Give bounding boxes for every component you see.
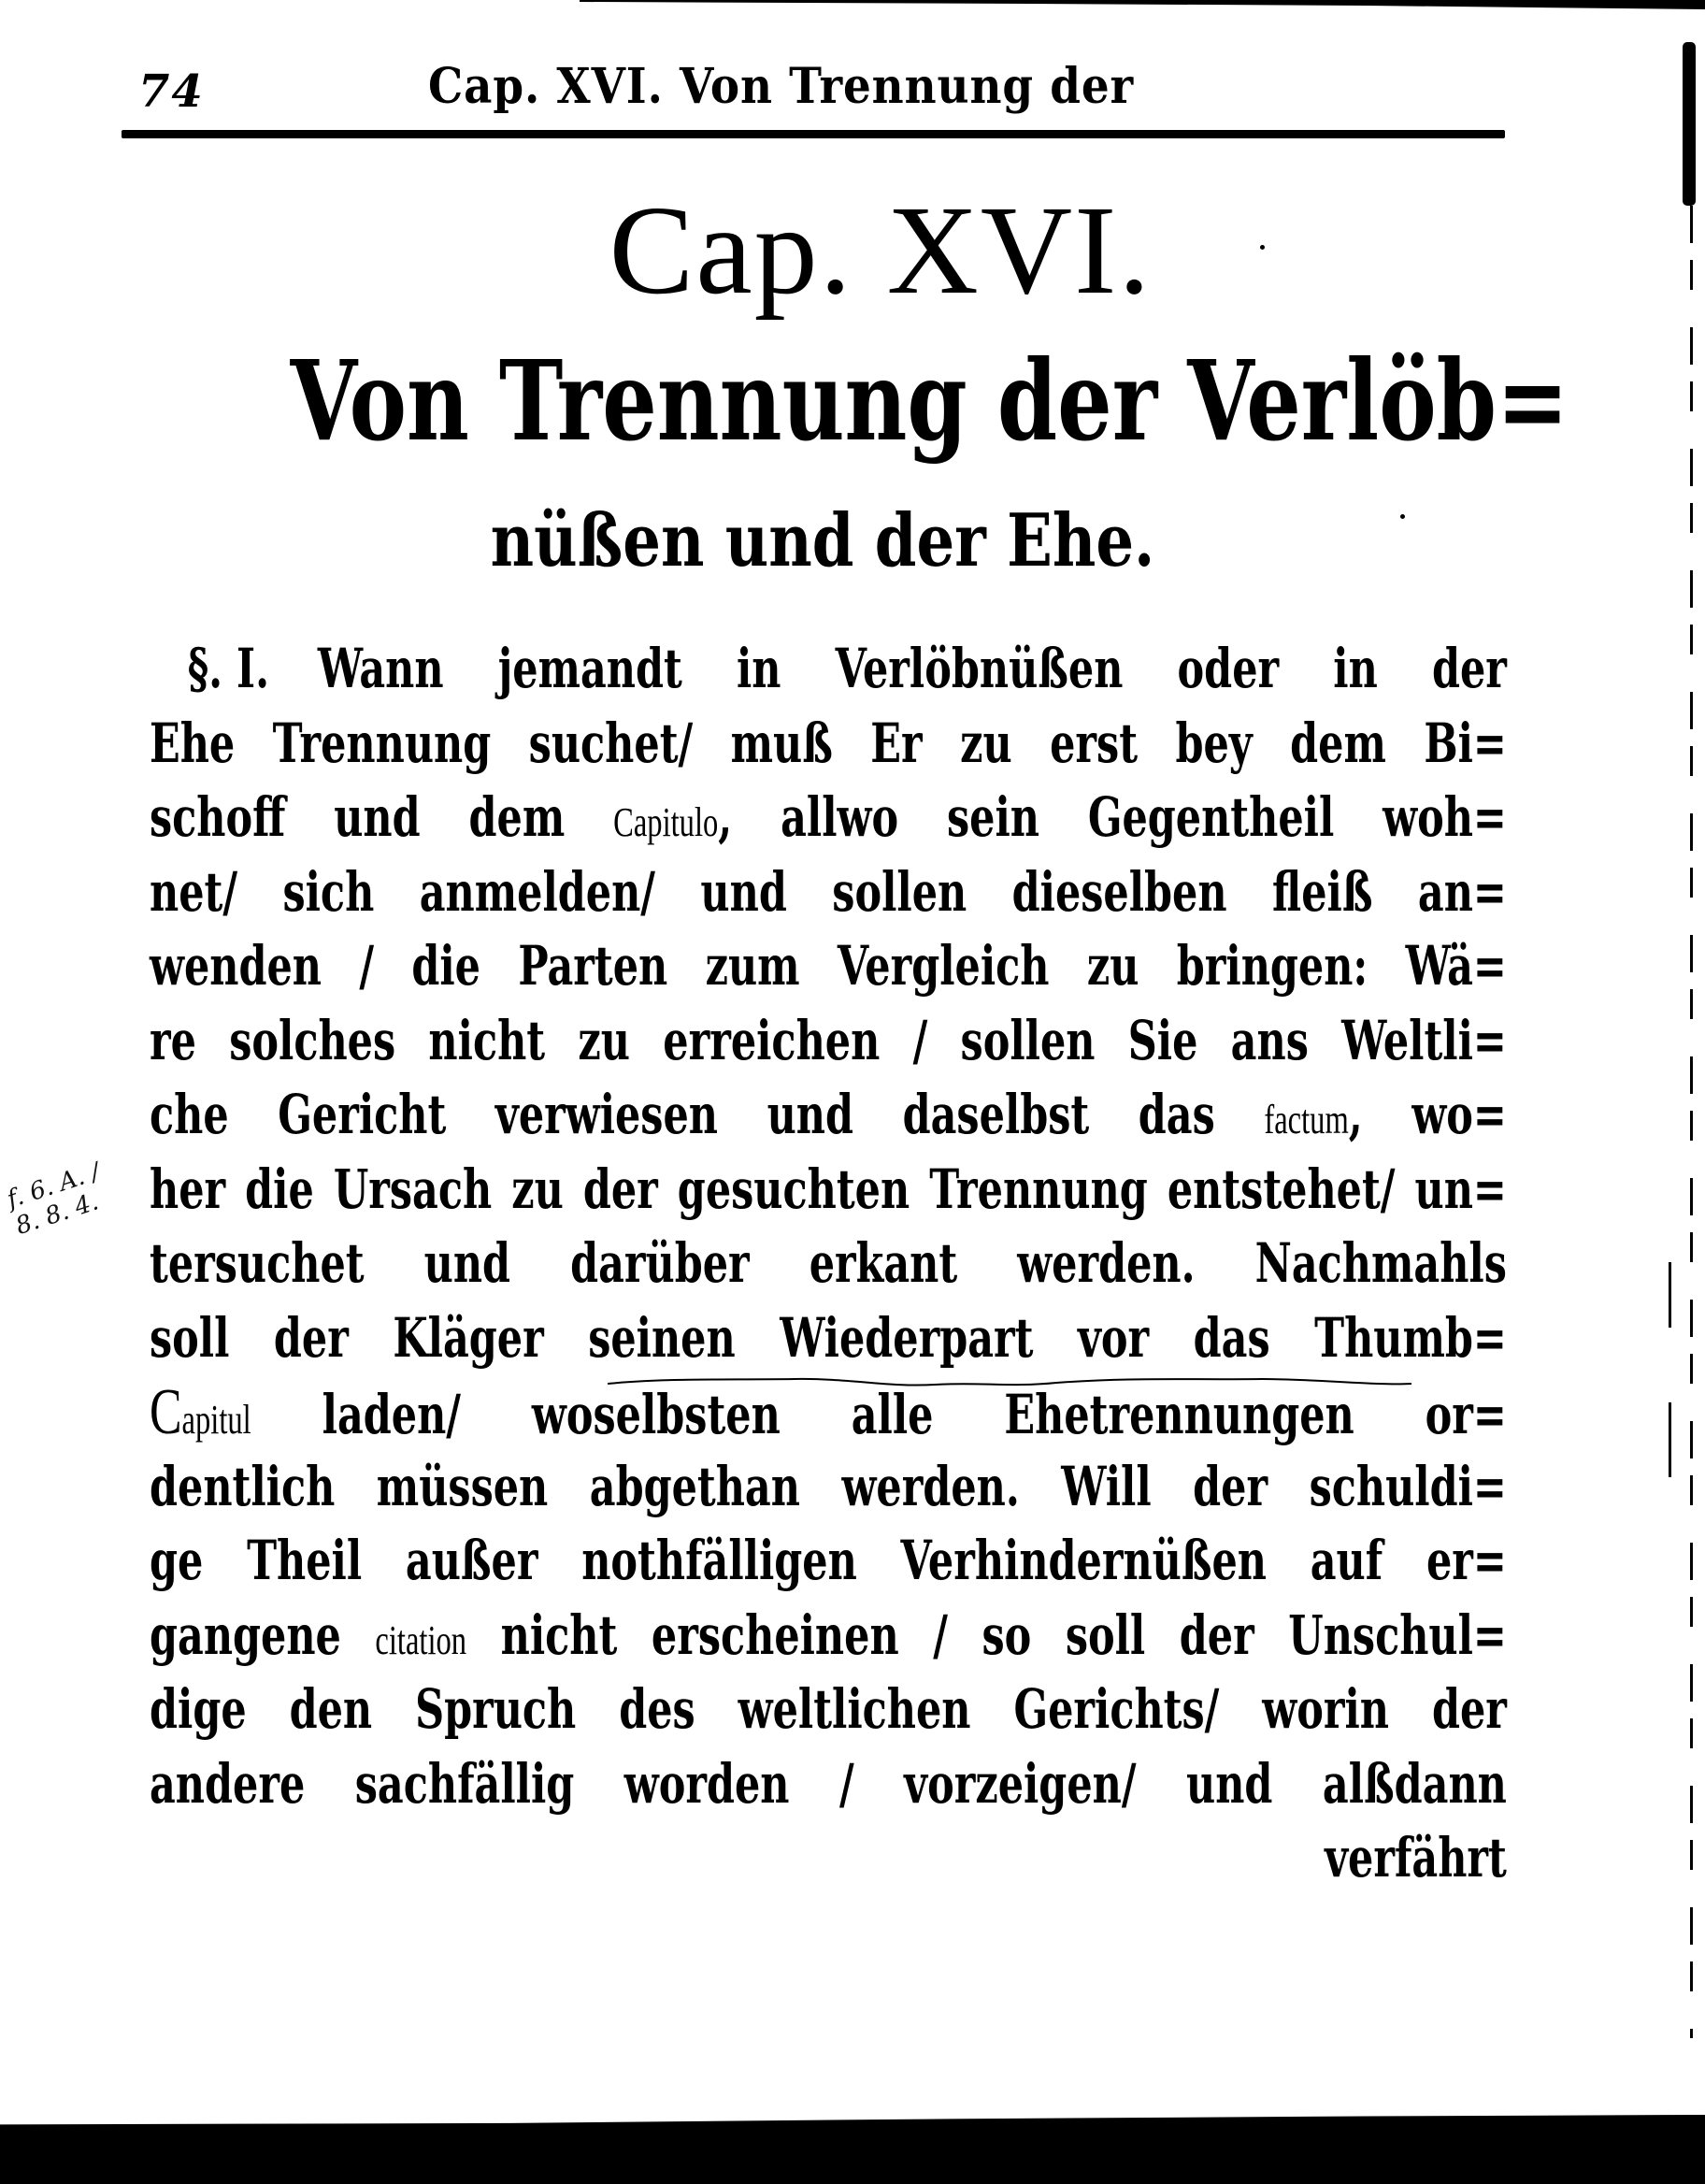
text-line (150, 1450, 1507, 1525)
text-line (150, 1673, 1507, 1747)
running-title: Cap. XVI. Von Trennung der (428, 58, 1135, 115)
text-line (150, 632, 1507, 707)
scan-speck (1260, 245, 1265, 250)
text-line (150, 1747, 1507, 1822)
line-text: ge Theil außer nothfälligen Verhindernüßen auf er= (150, 1529, 1507, 1592)
section-mark: §. I. (187, 637, 270, 700)
line-text: Wann jemandt in Verlöbnüßen oder in der (317, 637, 1507, 700)
scan-speck (1400, 514, 1405, 519)
chapter-number: Cap. XVI. (609, 180, 1153, 321)
latin-term: factum (1264, 1097, 1349, 1142)
line-text: net/ sich anmelden/ und sollen dieselben fleiß an= (150, 859, 1507, 924)
text-line (150, 707, 1507, 782)
latin-initial: C (150, 1376, 182, 1448)
header-rule (122, 130, 1505, 138)
text-line (150, 1153, 1507, 1228)
text-line (150, 855, 1507, 930)
line-text: schoff und dem (150, 785, 566, 849)
line-text: , wo= (1348, 1083, 1507, 1146)
text-line (150, 1004, 1507, 1079)
catchword-line (150, 1821, 1507, 1896)
line-text: tersuchet und darüber erkant werden. Nachmahls (150, 1231, 1507, 1295)
text-line (150, 1524, 1507, 1599)
latin-term: citation (375, 1616, 467, 1663)
page-number: 74 (138, 65, 205, 118)
text-line (150, 1375, 1507, 1450)
line-text: her die Ursach zu der gesuchten Trennung entstehet/ un= (150, 1157, 1507, 1221)
line-text: soll der Kläger seinen Wiederpart vor das Thumb= (150, 1305, 1507, 1370)
line-text: laden/ woselbsten alle Ehetrennungen or= (322, 1383, 1507, 1446)
line-text: dige den Spruch des weltlichen Gerichts/ worin der (150, 1677, 1507, 1741)
scan-border-right-line (1690, 206, 1693, 2038)
scan-border-bottom (0, 2115, 1705, 2184)
catchword: verfährt (1325, 1826, 1507, 1889)
chapter-title-line-1: Von Trennung der Verlöb= (290, 336, 1569, 466)
line-text: , allwo sein Gegentheil woh= (718, 785, 1507, 849)
text-line (150, 1227, 1507, 1301)
latin-term (150, 1376, 251, 1448)
latin-rest: apitul (181, 1397, 251, 1443)
text-line (150, 1301, 1507, 1376)
latin-term: Capitulo (613, 799, 719, 845)
text-line (150, 781, 1507, 855)
line-text: Ehe Trennung suchet/ muß Er zu erst bey dem Bi= (150, 711, 1507, 775)
running-head (131, 54, 1505, 120)
line-text: wenden / die Parten zum Vergleich zu bringen: Wä= (150, 934, 1507, 998)
scan-border-top (580, 0, 1705, 9)
line-text: re solches nicht zu erreichen / sollen Sie ans Weltli= (150, 1008, 1507, 1072)
line-text: che Gericht verwiesen und daselbst das (150, 1083, 1215, 1146)
text-line (150, 929, 1507, 1004)
line-text: nicht erscheinen / so soll der Unschul= (500, 1602, 1507, 1667)
scan-mark (1669, 1402, 1671, 1477)
line-text: gangene (150, 1602, 341, 1667)
line-text: dentlich müssen abgethan werden. Will der schuldi= (150, 1454, 1507, 1518)
line-text: andere sachfällig worden / vorzeigen/ und alßdann (150, 1751, 1507, 1816)
text-line (150, 1078, 1507, 1153)
scan-border-right-shadow (1683, 42, 1696, 206)
chapter-title-line-2: nüßen und der Ehe. (490, 498, 1155, 583)
margin-annotation: f. 6. A. / 8. 8. 4. (4, 1157, 104, 1242)
body-text (150, 632, 1507, 1896)
text-line (150, 1599, 1507, 1674)
scan-mark (1669, 1262, 1671, 1328)
